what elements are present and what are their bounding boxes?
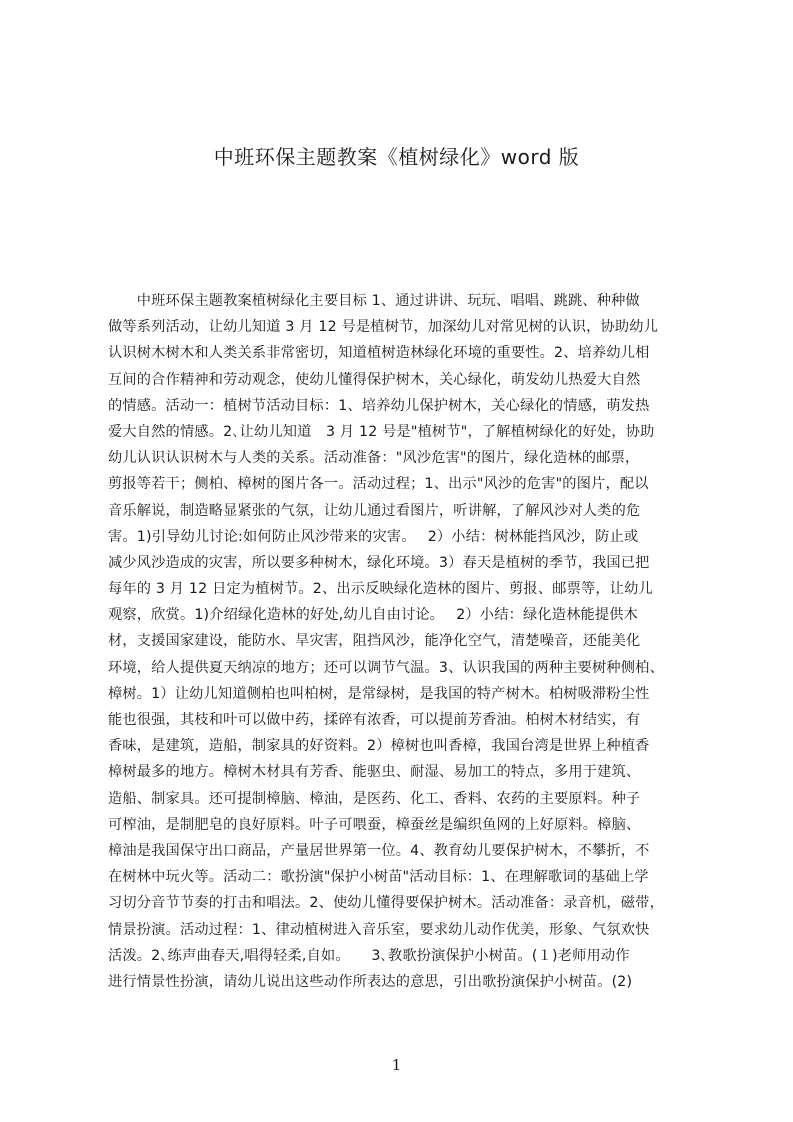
body-text-line: 观察，欣赏。1)介绍绿化造林的好处,幼儿自由讨论。 2）小结：绿化造林能提供木 [108, 607, 639, 624]
body-text-line: 幼儿认识认识树木与人类的关系。活动准备："风沙危害"的图片，绿化造林的邮票， [108, 450, 640, 467]
body-text-line: 樟树最多的地方。樟树木材具有芳香、能驱虫、耐湿、易加工的特点，多用于建筑、 [108, 764, 641, 781]
body-text-line: 材，支援国家建设，能防水、旱灾害，阻挡风沙，能净化空气，清楚噪音，还能美化 [108, 633, 641, 650]
body-text-line: 减少风沙造成的灾害，所以要多种树木，绿化环境。3）春天是植树的季节，我国已把 [108, 554, 650, 571]
body-text-line: 情景扮演。活动过程：1、律动植树进入音乐室，要求幼儿动作优美，形象、气氛欢快 [108, 921, 650, 938]
body-text-line: 可榨油，是制肥皂的良好原料。叶子可喂蚕，樟蚕丝是编织鱼网的上好原料。樟脑、 [108, 816, 641, 833]
body-text-line: 在树林中玩火等。活动二：歌扮演"保护小树苗"活动目标：1、在理解歌词的基础上学 [108, 869, 649, 886]
body-text-line: 进行情景性扮演，请幼儿说出这些动作所表达的意思，引出歌扮演保护小树苗。(2) [108, 973, 633, 990]
body-text-line: 害。1)引导幼儿讨论:如何防止风沙带来的灾害。 2）小结：树林能挡风沙，防止或 [108, 528, 639, 545]
body-text-line: 造船、制家具。还可提制樟脑、樟油，是医药、化工、香料、农药的主要原料。种子 [108, 790, 641, 807]
body-text-line: 剪报等若干；侧柏、樟树的图片各一。活动过程；1、出示"风沙的危害"的图片，配以 [108, 476, 649, 493]
body-text-line: 做等系列活动，让幼儿知道 3 月 12 号是植树节，加深幼儿对常见树的认识，协助幼儿 [108, 319, 659, 336]
body-text-line: 香味，是建筑，造船，制家具的好资料。2）樟树也叫香樟，我国台湾是世界上种植香 [108, 738, 650, 755]
body-text-line: 音乐解说，制造略显紧张的气氛，让幼儿通过看图片，听讲解，了解风沙对人类的危 [108, 502, 641, 519]
body-text-line: 的情感。活动一：植树节活动目标：1、培养幼儿保护树木，关心绿化的情感，萌发热 [108, 397, 650, 414]
body-text-line: 能也很强，其枝和叶可以做中药，揉碎有浓香，可以提前芳香油。柏树木材结实，有 [108, 712, 641, 728]
body-text-line: 互间的合作精神和劳动观念，使幼儿懂得保护树木，关心绿化，萌发幼儿热爱大自然 [108, 371, 641, 388]
body-text-line: 认识树木树木和人类关系非常密切，知道植树造林绿化环境的重要性。2、培养幼儿相 [108, 345, 650, 362]
body-text-line: 活泼。2､练声曲春天,唱得轻柔,自如。 3､教歌扮演保护小树苗。(１)老师用动作 [108, 947, 630, 964]
body-text-line: 习切分音节节奏的打击和唱法。2、使幼儿懂得要保护树木。活动准备：录音机，磁带， [108, 895, 664, 912]
body-text-line: 爱大自然的情感。2､让幼儿知道 3 月 12 号是"植树节"，了解植树绿化的好处，协助 [108, 423, 655, 440]
body-text-line: 每年的 3 月 12 日定为植树节。2、出示反映绿化造林的图片、剪报、邮票等，让幼儿 [108, 581, 653, 598]
document-body [108, 288, 695, 1048]
body-text-line: 樟树。1）让幼儿知道侧柏也叫柏树，是常绿树，是我国的特产树木。柏树吸滞粉尘性 [108, 685, 650, 702]
document-title: 中班环保主题教案《植树绿化》word 版 [213, 145, 580, 169]
body-text-line: 环境，给人提供夏天纳凉的地方；还可以调节气温。3、认识我国的两种主要树种侧柏、 [108, 659, 664, 676]
page-number: 1 [391, 1056, 402, 1074]
body-text-line: 中班环保主题教案植树绿化主要目标 1、通过讲讲、玩玩、唱唱、跳跳、种种做 [108, 293, 640, 309]
body-text-line: 樟油是我国保守出口商品，产量居世界第一位。4、教育幼儿要保护树木，不攀折，不 [108, 842, 650, 859]
